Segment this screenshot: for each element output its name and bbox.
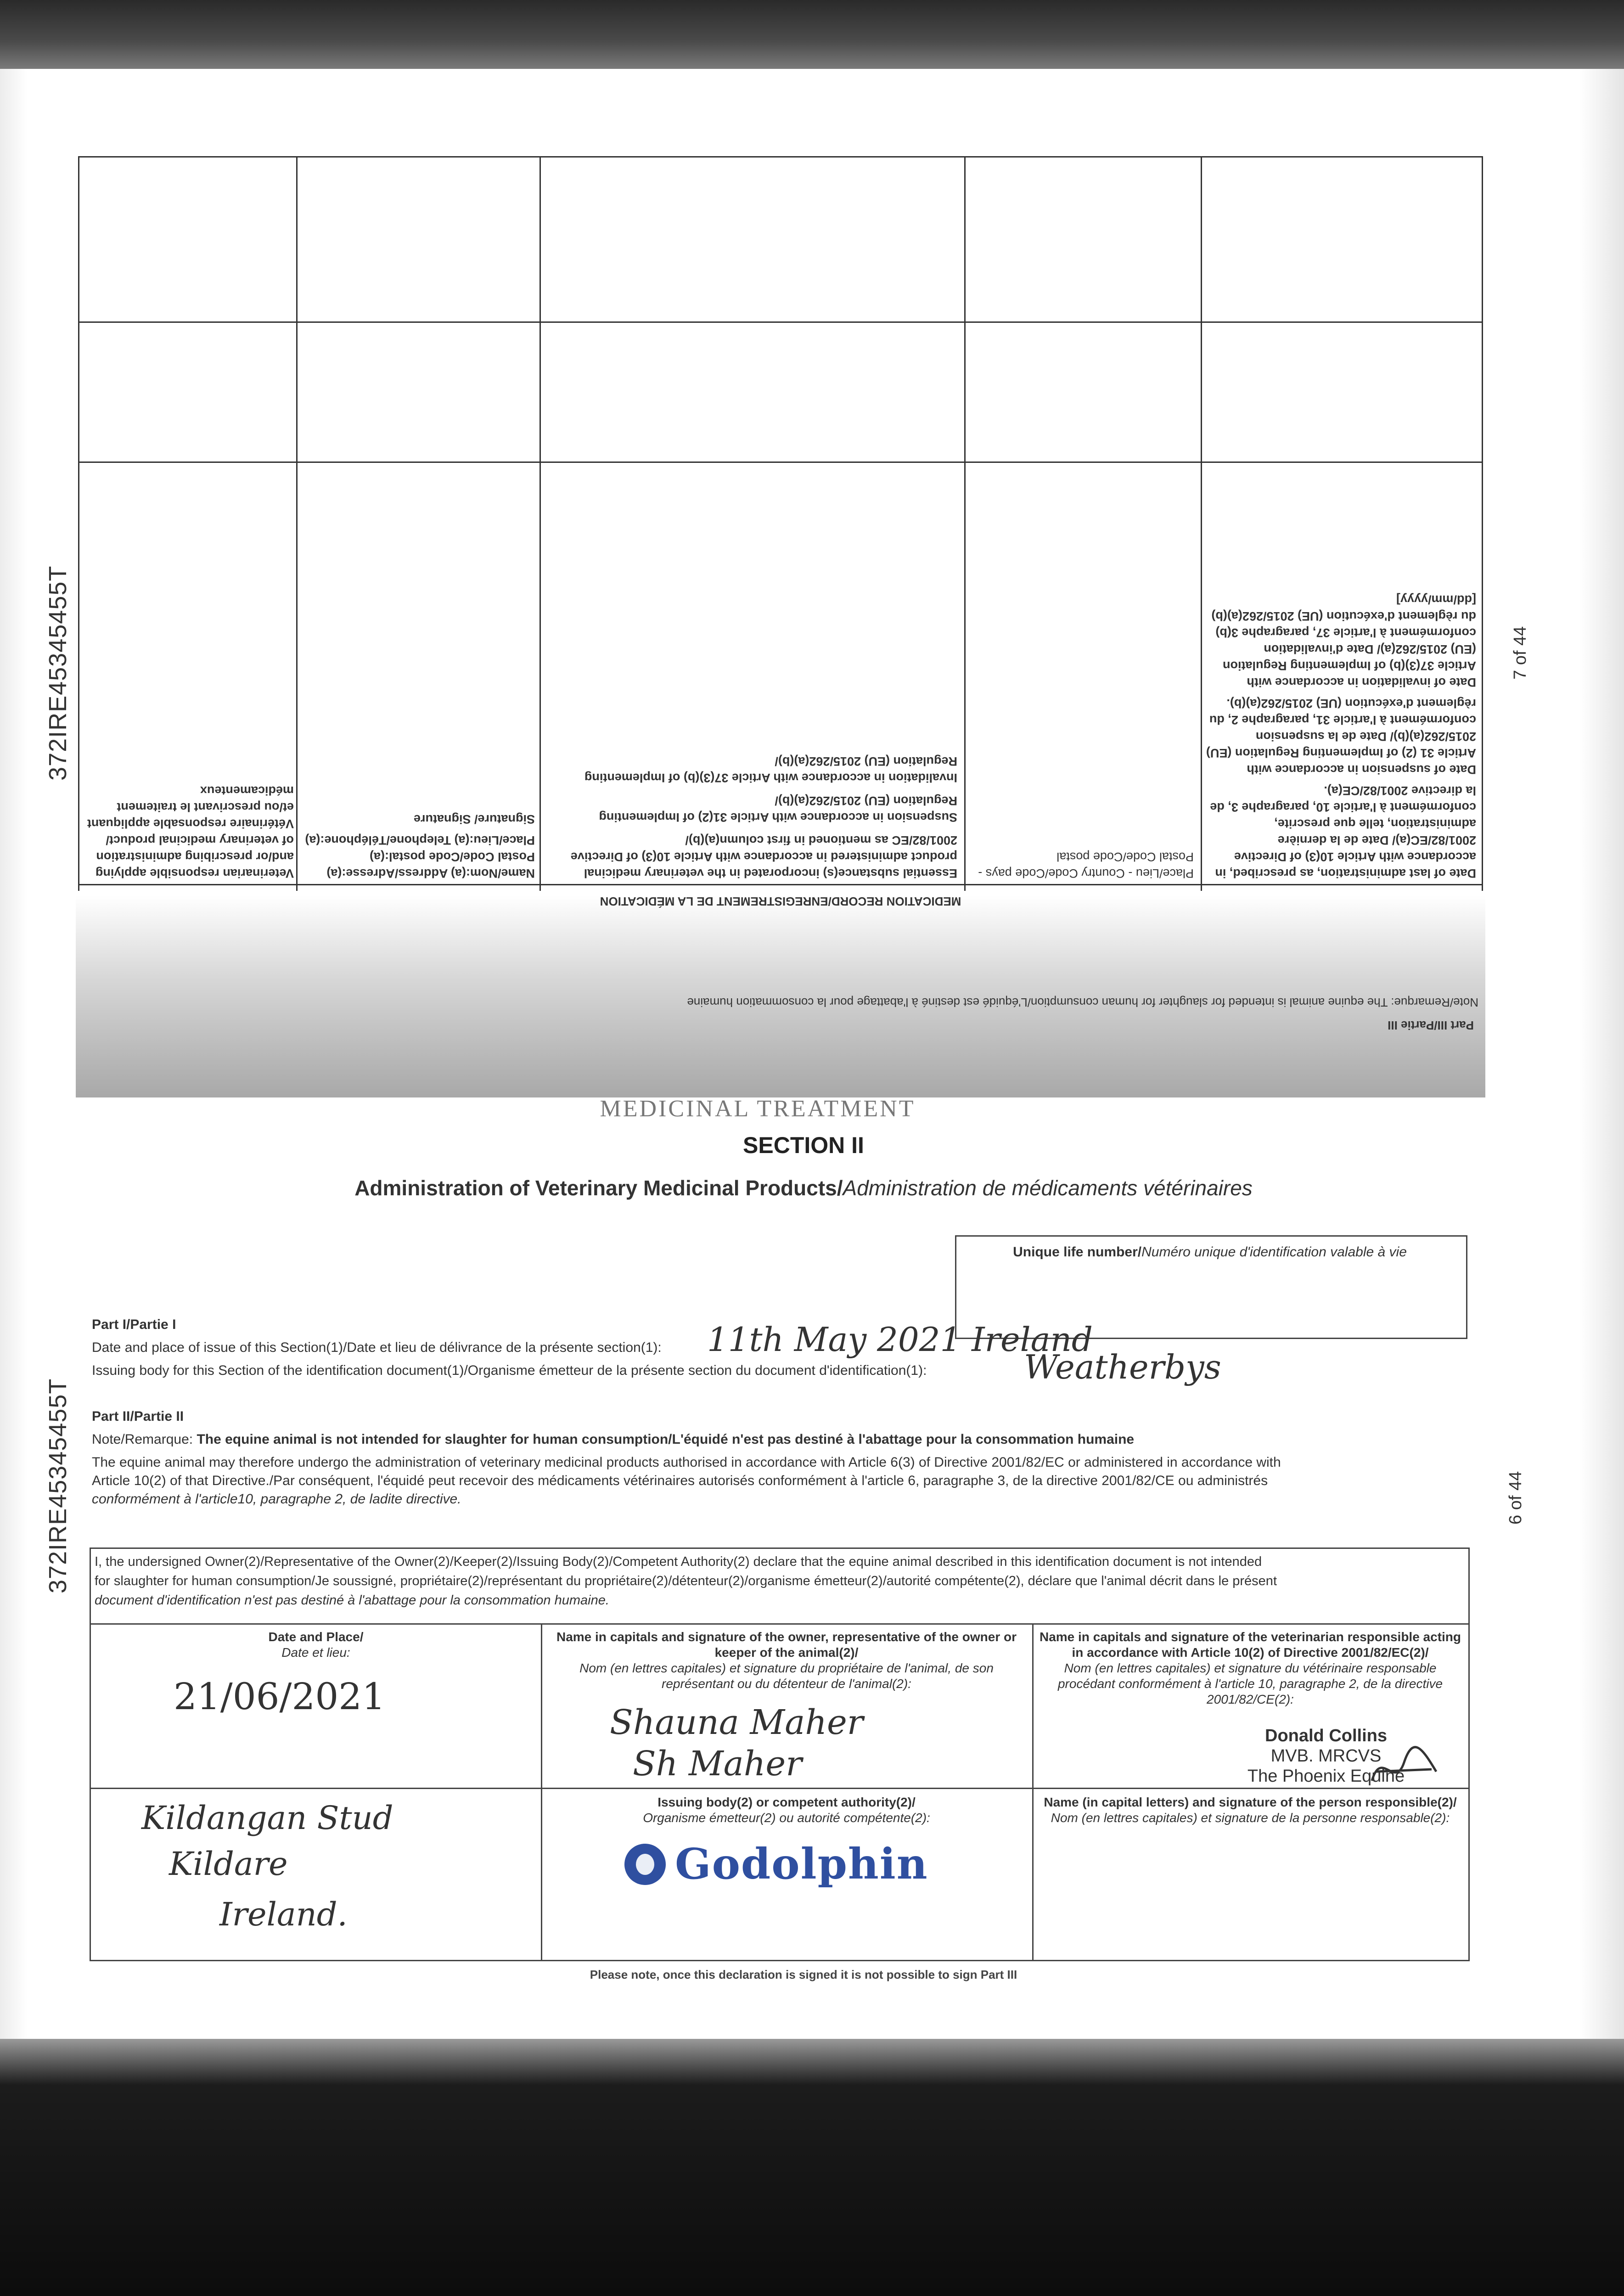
upper-page-number: 7 of 44 (1511, 626, 1530, 680)
table-border-right (1482, 156, 1483, 891)
section-title: SECTION II (743, 1132, 864, 1158)
issuing-body-label: Issuing body for this Section of the identification document(1)/Organisme émetteur de la présente section du document d'identification(1): (92, 1363, 927, 1378)
vet-stamp-practice: The Phoenix Equine (1247, 1767, 1405, 1786)
table-row-divider (78, 461, 1483, 463)
owner-signature-handwritten: Sh Maher (633, 1744, 802, 1784)
administration-title-en: Administration of Veterinary Medicinal Products/ (354, 1176, 843, 1200)
part2-label: Part II/Partie II (92, 1409, 184, 1424)
declaration-line1: I, the undersigned Owner(2)/Representative of the Owner(2)/Keeper(2)/Issuing Body(2)/Competent Authority(2) declare that the equine animal described in this identification document is not intended (95, 1554, 1262, 1569)
scan-top-shadow (0, 0, 1624, 69)
sig-col-divider (1032, 1625, 1034, 1960)
upper-page-medication-table (78, 156, 1483, 1093)
note-line3: Article 10(2) of that Directive./Par conséquent, l'équidé peut recevoir des médicaments vétérinaires autorisés conformément à l'article 6, paragraphe 3, de la directive 2001/82/CE ou administrés (92, 1473, 1268, 1488)
table-row-divider (78, 321, 1483, 323)
upper-vertical-id: 372IRE45345455T (44, 565, 72, 781)
scan-left-edge (0, 69, 28, 2039)
declaration-place-line2: Kildare (169, 1845, 288, 1883)
declaration-place-line3: Ireland. (219, 1896, 348, 1933)
vet-signature-scribble (1367, 1744, 1441, 1795)
issuing-body-handwritten: Weatherbys (1024, 1348, 1221, 1386)
date-place-label: Date and place of issue of this Section(1)/Date et lieu de délivrance de la présente section(1): (92, 1340, 662, 1355)
upper-medication-record-heading: MEDICATION RECORD/ENREGISTREMENT DE LA MÉDICATION (600, 895, 961, 908)
vet-stamp-name: Donald Collins (1265, 1726, 1387, 1745)
scan-bottom-shadow (0, 2039, 1624, 2296)
upper-col2-header: Place/Lieu - Country Code/Code pays - Postal Code/Code postal (978, 850, 1194, 880)
upper-part-heading: Part III/Partie III (1388, 1019, 1474, 1032)
godolphin-emblem-icon (624, 1844, 666, 1885)
upper-col3-header: Essential substance(s) incorporated in the veterinary medicinal product administered in accordance with Article 10(3) of Directive 2001/82/EC as mentioned in first column(a)(b)/ Suspension in accordance with Article 31(2) of Implementing Regulation (EU) 2015/262(a)(b)/ Invalidation in accordance with Article 37(3)(b) of Implementing Regulation (EU) 2015/262(a)(b)/ (570, 754, 957, 880)
declaration-place-line1: Kildangan Stud (141, 1799, 393, 1837)
date-place-handwritten: 11th May 2021 Ireland (707, 1320, 1093, 1359)
issuing-body-header: Issuing body(2) or competent authority(2)/ Organisme émetteur(2) ou autorité compétente(2): (643, 1795, 930, 1825)
lower-page-number: 6 of 44 (1506, 1471, 1525, 1525)
administration-title (230, 1176, 1377, 1200)
upper-col4-header: Name/Nom:(a) Address/Adresse:(a) Postal Code/Code postal:(a) Place/Lieu:(a) Telephone/Téléphone:(a) Signature/ Signature (305, 812, 535, 880)
declaration-date-handwritten: 21/06/2021 (174, 1675, 386, 1718)
upper-col1-header: Date of last administration, as prescribed, in accordance with Article 10(3) of Directive 2001/82/EC(a)/ Date de la dernière administration, telle que prescrite, conformément à l'article 10, paragraphe 3, de la directive 2001/82/CE(a). Date of suspension in accordance with Article 31 (2) of Implementing Regulation (EU) 2015/262(a)(b)/ Date de la suspension conformément à l'article 31, paragraphe 2, du règlement d'exécution (UE) 2015/262(a)(b). Date of invalidation in accordance with Article 37(3)(b) of Implementing Regulation (EU) 2015/262(a)/ Date d'invalidation conformément à l'article 37, paragraphe 3(b) du règlement d'exécution (UE) 2015/262(a)(b) [dd/mm/yyyy] (1206, 593, 1476, 880)
vet-stamp-qualification: MVB. MRCVS (1270, 1746, 1382, 1766)
table-col-divider (964, 156, 966, 891)
table-col-divider (1201, 156, 1202, 891)
declaration-line3: document d'identification n'est pas destiné à l'abattage pour la consommation humaine. (95, 1593, 609, 1608)
upper-notice: Note/Remarque: The equine animal is intended for slaughter for human consumption/L'équidé est destiné à l'abattage pour la consommation humaine (687, 996, 1478, 1009)
note-line4: conformément à l'article10, paragraphe 2, de ladite directive. (92, 1491, 461, 1507)
lower-vertical-id: 372IRE45345455T (44, 1378, 72, 1593)
medicinal-treatment-title: MEDICINAL TREATMENT (600, 1096, 916, 1122)
footnote: Please note, once this declaration is signed it is not possible to sign Part III (590, 1968, 1017, 1981)
vet-signature-header: Name in capitals and signature of the veterinarian responsible acting in accordance with Article 10(2) of Directive 2001/82/EC(2)/ Nom (en lettres capitales) et signature du vétérinaire responsable procédant conformément à l'article 10, paragraphe 2, de la directive 2001/82/CE(2): (1039, 1630, 1461, 1706)
sig-col-divider (541, 1625, 542, 1960)
administration-title-fr: Administration de médicaments vétérinaires (843, 1176, 1253, 1200)
upper-col5-header: Veterinarian responsible applying and/or prescribing administration of veterinary medicinal product/ Vétérinaire responsable appliquant et/ou prescrivant le traitement médicamenteux (87, 784, 294, 880)
part1-label: Part I/Partie I (92, 1317, 176, 1332)
scan-right-edge (1579, 69, 1624, 2039)
godolphin-wordmark: Godolphin (675, 1839, 928, 1889)
declaration-line2: for slaughter for human consumption/Je soussigné, propriétaire(2)/représentant du propriétaire(2)/détenteur(2)/organisme émetteur(2)/autorité compétente(2), déclare que l'animal décrit dans le présent (95, 1574, 1277, 1588)
table-border-top (78, 156, 1483, 158)
godolphin-logo (624, 1839, 992, 1890)
declaration-box (90, 1548, 1470, 1625)
note-line2: The equine animal may therefore undergo the administration of veterinary medicinal products authorised in accordance with Article 6(3) of Directive 2001/82/EC or administered in accordance with (92, 1455, 1281, 1470)
responsible-person-header: Name (in capital letters) and signature of the person responsible(2)/ Nom (en lettres capitales) et signature de la personne responsable(2): (1044, 1795, 1457, 1825)
note-line1: Note/Remarque: The equine animal is not intended for slaughter for human consumption/L'équidé n'est pas destiné à l'abattage pour la consommation humaine (92, 1432, 1135, 1447)
table-border-left (78, 156, 79, 891)
owner-signature-header: Name in capitals and signature of the owner, representative of the owner or keeper of the animal(2)/ Nom (en lettres capitales) et signature du propriétaire de l'animal, de son représentant ou du détenteur de l'animal(2): (556, 1630, 1017, 1691)
signature-table (90, 1623, 1470, 1961)
table-col-divider (539, 156, 541, 891)
unique-life-number-label: Unique life number/Numéro unique d'identification valable à vie (1013, 1244, 1407, 1260)
table-col-divider (296, 156, 298, 891)
date-place-header: Date and Place/ Date et lieu: (268, 1630, 364, 1660)
table-header-divider (78, 884, 1483, 885)
sig-row-divider (91, 1788, 1468, 1789)
owner-name-handwritten: Shauna Maher (610, 1703, 864, 1742)
